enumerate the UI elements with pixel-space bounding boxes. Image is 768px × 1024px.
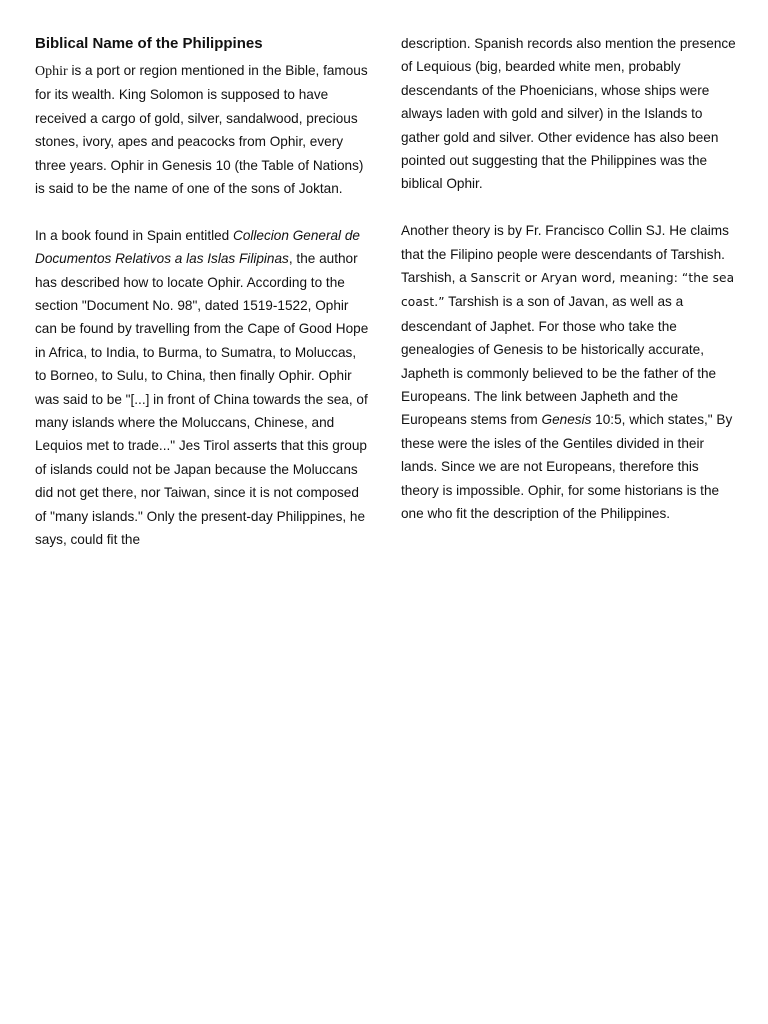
collin-before: Another theory is by Fr. Francisco Collin SJ. He claims that the Filipino people were descendants of Tarshish. Tarshish, a [401,223,729,286]
paragraph-collin-theory [401,219,737,525]
paragraph-spanish-records: description. Spanish records also mention the presence of Lequious (big, bearded white men, probably descendants of the Phoenicians, whose ships were always laden with gold and silver) in the Islands to gather gold and silver. Other evidence has also been pointed out suggesting that the Philippines was the biblical Ophir. [401,36,736,192]
right-column [401,32,737,549]
left-column [35,32,370,575]
collin-after: 10:5, which states," By these were the isles of the Gentiles divided in their lands. Since we are not Europeans, therefore this theory is impossible. Ophir, for some historians is the one who fit the description of the Philippines. [401,412,733,522]
genesis-italic: Genesis [541,412,592,428]
tarshish-definition: Sanscrit or Aryan word, meaning: “the sea coast.” [401,271,735,310]
paragraph-spain-book [35,224,370,552]
page-title: Biblical Name of the Philippines [35,35,263,52]
paragraph-ophir-intro [35,59,370,200]
ophir-lead-word: Ophir [35,64,68,79]
spain-book-after: , the author has described how to locate Ophir. According to the section "Document No. 98", dated 1519-1522, Ophir can be found by travelling from the Cape of Good Hope in Africa, to India, to Burma, to Sumatra, to Moluccas, to Borneo, to Sulu, to China, then finally Ophir. Ophir was said to be "[...] in front of China towards the sea, of many islands where the Moluccans, Chinese, and Lequios met to trade..." Jes Tirol asserts that this group of islands could not be Japan because the Moluccans did not get there, nor Taiwan, since it is not composed of "many islands." Only the present-day Philippines, he says, could fit the [35,251,369,548]
collin-middle: Tarshish is a son of Javan, as well as a descendant of Japhet. For those who take the genealogies of Genesis to be historically accurate, Japheth is commonly believed to be the father of the Europeans. The link between Japheth and the Europeans stems from [401,294,717,428]
book-title-italic: Collecion General de Documentos Relativos a las Islas Filipinas [35,227,360,267]
spain-book-before: In a book found in Spain entitled [35,227,234,243]
ophir-intro-text: is a port or region mentioned in the Bible, famous for its wealth. King Solomon is supposed to have received a cargo of gold, silver, sandalwood, precious stones, ivory, apes and peacocks from Ophir, every three years. Ophir in Genesis 10 (the Table of Nations) is said to be the name of one of the sons of Joktan. [35,63,368,197]
